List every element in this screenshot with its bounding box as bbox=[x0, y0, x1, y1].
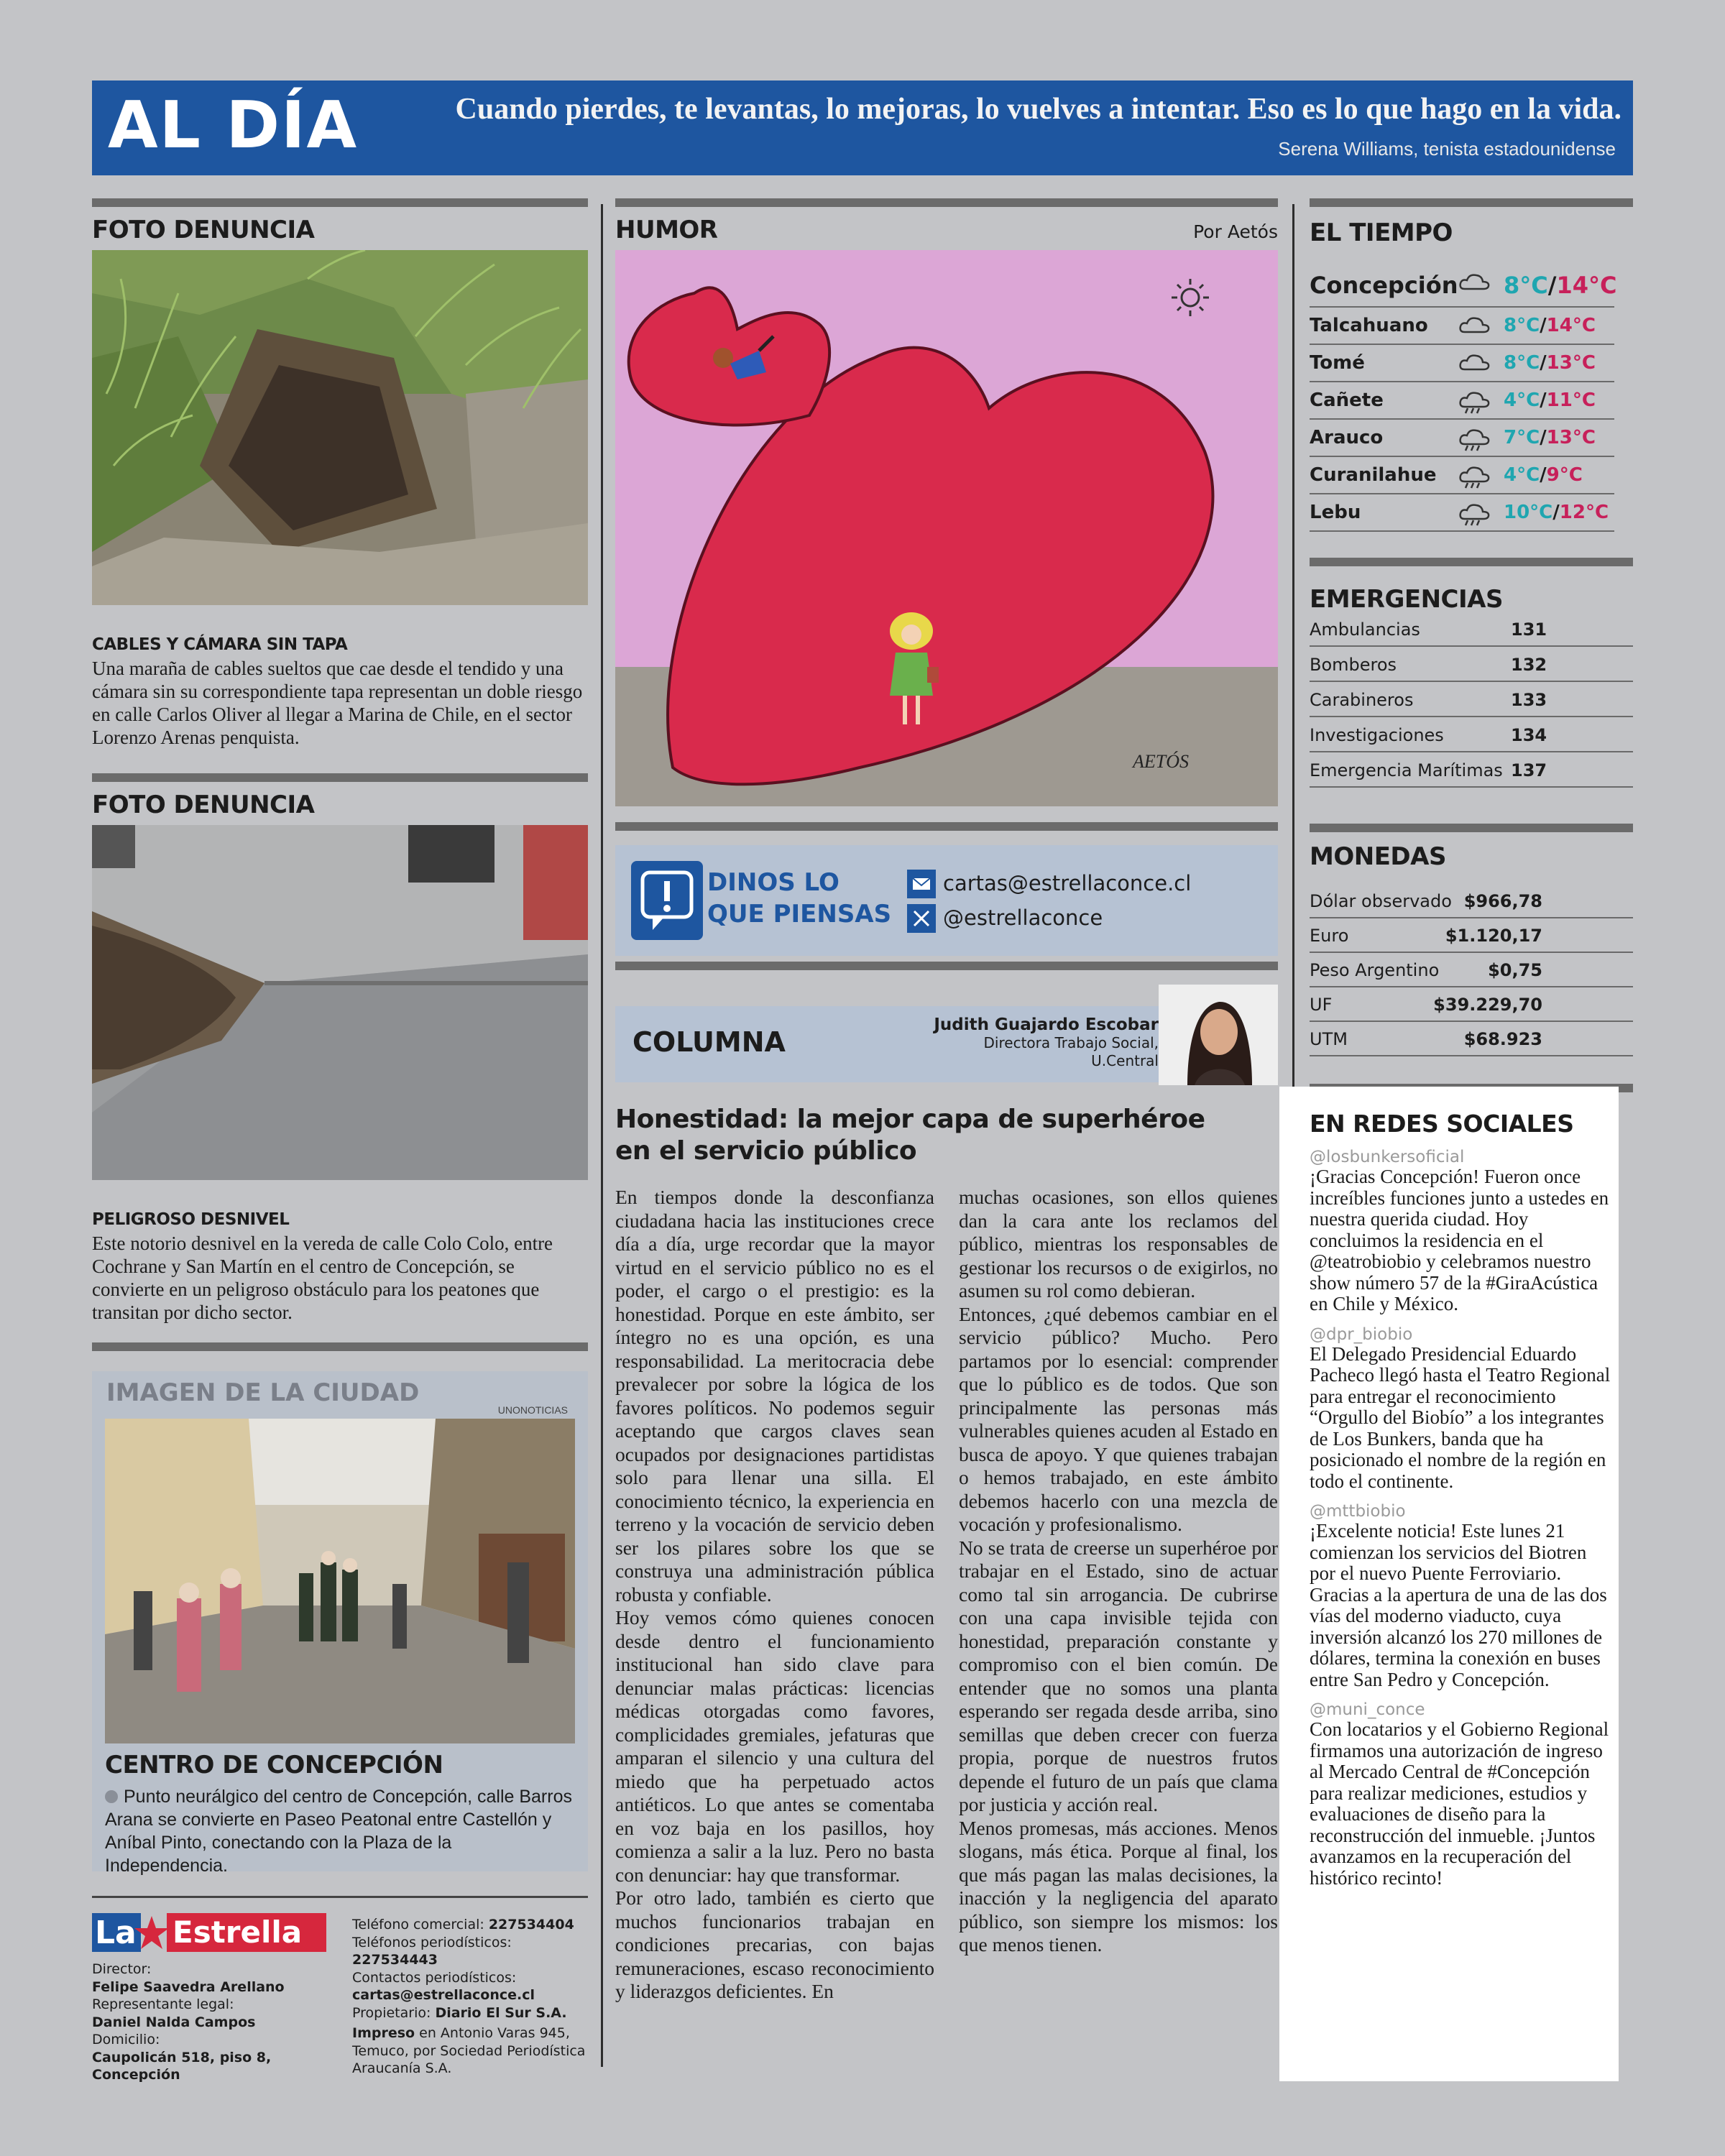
domicilio-value: Caupolicán 518, piso 8, Concepción bbox=[92, 2049, 272, 2083]
columna-body-col2 bbox=[959, 1186, 1278, 1957]
section-rule bbox=[1310, 824, 1633, 832]
weather-max: 9°C bbox=[1546, 464, 1583, 486]
section-rule bbox=[615, 962, 1278, 970]
weather-slash: / bbox=[1540, 390, 1547, 411]
moneda-row bbox=[1310, 987, 1633, 1022]
foto1-caption: Una maraña de cables sueltos que cae desde el tendido y una cámara sin su correspondiente tapa representan un doble riesgo en calle Carlos Oliver al llegar a Marina de Chile, en el sector Lorenzo Arenas penquista. bbox=[92, 658, 583, 748]
director-label: Director: bbox=[92, 1961, 152, 1977]
emergencia-number[interactable]: 134 bbox=[1511, 725, 1547, 745]
social-handle[interactable]: @dpr_biobio bbox=[1310, 1325, 1413, 1344]
contact-title-line2: QUE PIENSAS bbox=[707, 900, 892, 929]
emergencia-row bbox=[1310, 683, 1633, 717]
moneda-value: $39.229,70 bbox=[1433, 995, 1542, 1015]
moneda-value: $1.120,17 bbox=[1445, 926, 1542, 946]
section-rule bbox=[1310, 198, 1633, 207]
tiempo-section-title: EL TIEMPO bbox=[1310, 218, 1453, 247]
monedas-section-title: MONEDAS bbox=[1310, 842, 1446, 871]
columna-headline bbox=[615, 1104, 1278, 1167]
cartoon-signature: AETÓS bbox=[1133, 751, 1189, 772]
redes-box bbox=[1279, 1087, 1619, 2081]
foto1-photo[interactable] bbox=[92, 250, 588, 605]
contact-box bbox=[615, 845, 1278, 956]
propietario-label: Propietario: bbox=[352, 2004, 431, 2021]
emergencias-section-title: EMERGENCIAS bbox=[1310, 585, 1503, 614]
manhole-photo-image bbox=[92, 250, 588, 605]
emergencia-row bbox=[1310, 612, 1633, 647]
star-icon bbox=[134, 1915, 170, 1950]
contact-title bbox=[707, 867, 891, 930]
foto2-caption: Este notorio desnivel en la vereda de calle Colo Colo, entre Cochrane y San Martín en el centro de Concepción, se convierte en un peligroso obstáculo para los peatones que transitan por dicho sector. bbox=[92, 1233, 553, 1323]
columna-paragraph: En tiempos donde la desconfianza ciudadana hacia las instituciones crece día a día, urge recordar que la mayor virtud en el servicio público no es el poder, el cargo o el prestigio: es la honestidad. Porque en este ámbito, ser íntegro no es una opción, es una responsabilidad. La meritocracia debe prevalecer por sobre la lógica de los favores políticos. No podemos seguir aceptando que cargos claves sean ocupados por designaciones partidistas solo para llenar una silla. El conocimiento técnico, la experiencia en terreno y la vocación de servicio deben ser los pilares sobre los que se construya una administración pública robusta y confiable. bbox=[615, 1186, 934, 1606]
columna-paragraph: Por otro lado, también es cierto que muchos funcionarios trabajan en condiciones precarias, con bajas remuneraciones, escaso reconocimiento y liderazgos deficientes. En bbox=[615, 1886, 934, 2002]
moneda-label: UF bbox=[1310, 995, 1333, 1015]
street-photo-image bbox=[105, 1419, 575, 1743]
weather-min: 8°C bbox=[1504, 272, 1548, 299]
banner-title: AL DÍA bbox=[108, 88, 359, 163]
propietario: Diario El Sur S.A. bbox=[435, 2004, 567, 2021]
section-rule bbox=[92, 773, 588, 782]
estrella-logo[interactable] bbox=[92, 1913, 326, 1952]
section-rule bbox=[1310, 558, 1633, 566]
x-logo-icon bbox=[907, 904, 936, 933]
foto1-headline: CABLES Y CÁMARA SIN TAPA bbox=[92, 635, 348, 654]
moneda-row bbox=[1310, 953, 1633, 987]
contact-email[interactable]: cartas@estrellaconce.cl bbox=[943, 871, 1192, 895]
weather-city: Curanilahue bbox=[1310, 464, 1437, 486]
weather-row bbox=[1310, 384, 1614, 420]
weather-row bbox=[1310, 496, 1614, 532]
weather-max: 14°C bbox=[1546, 315, 1596, 336]
weather-city: Talcahuano bbox=[1310, 315, 1428, 336]
columna-paragraph: Entonces, ¿qué debemos cambiar en el servicio público? Mucho. Pero partamos por lo esencial: comprender que lo público es de todos. Que son principalmente las personas más vulnerables quienes acuden al Estado en busca de apoyo. Y que quienes trabajan o hemos trabajado, en este ámbito debemos hacerlo con una mezcla de vocación y profesionalismo. bbox=[959, 1302, 1278, 1535]
moneda-row bbox=[1310, 918, 1633, 953]
imagen-caption-wrap bbox=[105, 1785, 575, 1877]
bullet-icon bbox=[105, 1790, 118, 1803]
moneda-label: Peso Argentino bbox=[1310, 960, 1440, 980]
weather-slash: / bbox=[1552, 502, 1560, 523]
author-photo[interactable] bbox=[1159, 985, 1278, 1085]
weather-temps bbox=[1504, 427, 1596, 448]
legal-name: Daniel Nalda Campos bbox=[92, 2014, 256, 2030]
columna-section-title: COLUMNA bbox=[632, 1026, 786, 1058]
weather-temps bbox=[1504, 352, 1596, 374]
weather-max: 13°C bbox=[1546, 352, 1596, 374]
contactos-label: Contactos periodísticos: bbox=[352, 1969, 517, 1986]
weather-row bbox=[1310, 309, 1614, 345]
imagen-caption: Punto neurálgico del centro de Concepción, calle Barros Arana se convierte en Paseo Peatonal entre Castellón y Aníbal Pinto, conectando con la Plaza de la Independencia. bbox=[105, 1787, 572, 1876]
rain-cloud-icon bbox=[1458, 390, 1492, 414]
logo-la: La bbox=[95, 1915, 137, 1951]
moneda-value: $966,78 bbox=[1463, 891, 1542, 911]
columna-header bbox=[615, 1006, 1159, 1082]
speech-bubble-icon bbox=[631, 861, 703, 940]
redes-posts bbox=[1310, 1148, 1611, 1889]
domicilio-label: Domicilio: bbox=[92, 2032, 160, 2047]
social-handle[interactable]: @mttbiobio bbox=[1310, 1502, 1406, 1521]
weather-temps bbox=[1504, 502, 1609, 523]
weather-min: 8°C bbox=[1504, 352, 1540, 374]
foto1-section-title: FOTO DENUNCIA bbox=[92, 216, 315, 244]
moneda-row bbox=[1310, 884, 1633, 918]
emergencia-number[interactable]: 133 bbox=[1511, 690, 1547, 710]
section-rule bbox=[615, 198, 1278, 207]
emergencia-number[interactable]: 131 bbox=[1511, 619, 1547, 640]
director-name: Felipe Saavedra Arellano bbox=[92, 1978, 285, 1995]
weather-max: 11°C bbox=[1546, 390, 1596, 411]
imagen-credit: UNONOTICIAS bbox=[497, 1404, 568, 1416]
section-rule bbox=[92, 198, 588, 207]
imagen-ciudad-box bbox=[92, 1371, 588, 1876]
masthead-rule bbox=[92, 1896, 588, 1898]
moneda-label: UTM bbox=[1310, 1029, 1348, 1049]
cloud-icon bbox=[1458, 352, 1492, 377]
impreso-text: en Antonio Varas 945, Temuco, por Sociedad Periodística Araucanía S.A. bbox=[352, 2025, 586, 2076]
section-rule bbox=[92, 1342, 588, 1351]
masthead-contacts bbox=[352, 1916, 589, 2078]
column-divider bbox=[1292, 204, 1294, 1087]
columna-headline-line1: Honestidad: la mejor capa de superhéroe bbox=[615, 1105, 1205, 1134]
columna-role1: Directora Trabajo Social, bbox=[983, 1034, 1159, 1051]
weather-row bbox=[1310, 266, 1617, 308]
rain-cloud-icon bbox=[1458, 502, 1492, 526]
weather-city: Cañete bbox=[1310, 390, 1384, 411]
contact-title-line1: DINOS LO bbox=[707, 868, 840, 897]
imagen-photo[interactable] bbox=[105, 1419, 575, 1743]
weather-max: 13°C bbox=[1546, 427, 1596, 448]
banner-quote-author: Serena Williams, tenista estadounidense bbox=[1278, 138, 1616, 160]
cloud-icon bbox=[1458, 315, 1492, 339]
humor-section-title: HUMOR bbox=[615, 216, 718, 244]
social-post-text: ¡Gracias Concepción! Fueron once increíbles funciones junto a ustedes en nuestra querida ciudad. Hoy concluimos la residencia en el @teatrobiobio y celebramos nuestro show número 57 de la #GiraAcústica en Chile y México. bbox=[1310, 1166, 1609, 1314]
imagen-section-title: IMAGEN DE LA CIUDAD bbox=[106, 1378, 420, 1407]
moneda-value: $0,75 bbox=[1488, 960, 1542, 980]
sidewalk-photo-image bbox=[92, 825, 588, 1180]
columna-paragraph: No se trata de creerse un superhéroe por trabajar en el Estado, sino de actuar como tal sin arrogancia. De cubrirse con una capa invisible tejida con honestidad, preparación constante y compromiso con el bien común. De entender que no somos una planta esperando ser regada desde arriba, sino semillas que deben crecer con fuerza propia, porque de nuestros frutos depende el futuro de un país que clama por justicia y acción real. bbox=[959, 1536, 1278, 1815]
rain-cloud-icon bbox=[1458, 427, 1492, 451]
masthead-credits bbox=[92, 1961, 336, 2084]
tel-comercial: 227534404 bbox=[488, 1917, 574, 1932]
columna-author: Judith Guajardo Escobar bbox=[934, 1015, 1159, 1034]
columna-paragraph: Hoy vemos cómo quienes conocen desde dentro el funcionamiento institucional han sido clave para denunciar malas prácticas: licencias médicas otorgadas como favores, complicidades gremiales, jefaturas que amparan el silencio y una cultura del miedo que ha perpetuado actos antiéticos. Lo que antes se comentaba en voz baja en los pasillos, hoy comienza a salir a la luz. Pero no basta con denunciar: hay que transformar. bbox=[615, 1606, 934, 1886]
weather-max: 12°C bbox=[1559, 502, 1609, 523]
weather-city: Tomé bbox=[1310, 352, 1365, 374]
tel-period-label: Teléfonos periodísticos: bbox=[352, 1934, 512, 1950]
emergencia-number[interactable]: 132 bbox=[1511, 655, 1547, 675]
moneda-label: Euro bbox=[1310, 926, 1349, 946]
emergencia-label: Investigaciones bbox=[1310, 725, 1444, 745]
weather-min: 8°C bbox=[1504, 315, 1540, 336]
foto2-headline: PELIGROSO DESNIVEL bbox=[92, 1210, 290, 1229]
emergencia-number[interactable]: 137 bbox=[1511, 760, 1547, 780]
weather-slash: / bbox=[1540, 427, 1547, 448]
redes-content bbox=[1310, 1110, 1611, 1889]
weather-row bbox=[1310, 346, 1614, 382]
humor-cartoon[interactable] bbox=[615, 250, 1278, 806]
weather-temps bbox=[1504, 390, 1596, 411]
columna-byline bbox=[934, 1016, 1159, 1070]
contactos-email[interactable]: cartas@estrellaconce.cl bbox=[352, 1987, 535, 2003]
author-portrait-image bbox=[1159, 985, 1278, 1085]
cloud-icon bbox=[1458, 272, 1492, 296]
tel-period: 227534443 bbox=[352, 1952, 438, 1968]
weather-slash: / bbox=[1540, 315, 1547, 336]
social-handle[interactable]: @muni_conce bbox=[1310, 1700, 1425, 1719]
heart-cartoon-image bbox=[615, 250, 1278, 806]
social-post-text: ¡Excelente noticia! Este lunes 21 comienzan los servicios del Biotren por el nuevo Puente Ferroviario. Gracias a la apertura de una de las dos vías del moderno viaducto, cuya inversión alcanzó los 270 millones de dólares, termina la conexión en buses entre San Pedro y Concepción. bbox=[1310, 1520, 1607, 1690]
column-divider bbox=[601, 204, 603, 2067]
social-post-text: El Delegado Presidencial Eduardo Pacheco llegó hasta el Teatro Regional para entregar el reconocimiento “Orgullo del Biobío” a los integrantes de Los Bunkers, banda que ha posicionado el nombre de la región en todo el continente. bbox=[1310, 1342, 1611, 1492]
weather-min: 4°C bbox=[1504, 390, 1540, 411]
weather-slash: / bbox=[1540, 464, 1547, 486]
emergencia-row bbox=[1310, 648, 1633, 682]
weather-max: 14°C bbox=[1556, 272, 1617, 299]
social-handle[interactable]: @losbunkersoficial bbox=[1310, 1148, 1465, 1166]
humor-byline: Por Aetós bbox=[1193, 221, 1278, 242]
weather-slash: / bbox=[1540, 352, 1547, 374]
logo-estrella-box bbox=[167, 1913, 326, 1952]
weather-min: 4°C bbox=[1504, 464, 1540, 486]
weather-city: Concepción bbox=[1310, 272, 1458, 299]
columna-paragraph: muchas ocasiones, son ellos quienes dan la cara ante los reclamos del público, mientras los responsables de gestionar los recursos o de exigirlos, no asumen su rol como debieran. bbox=[959, 1186, 1278, 1302]
contact-social[interactable]: @estrellaconce bbox=[943, 906, 1103, 930]
moneda-value: $68.923 bbox=[1463, 1029, 1542, 1049]
banner-quote: Cuando pierdes, te levantas, lo mejoras, lo vuelves a intentar. Eso es lo que hago en la vida. bbox=[455, 93, 1622, 126]
emergencia-label: Bomberos bbox=[1310, 655, 1397, 675]
weather-temps bbox=[1504, 315, 1596, 336]
weather-min: 10°C bbox=[1504, 502, 1553, 523]
weather-city: Lebu bbox=[1310, 502, 1361, 523]
imagen-headline: CENTRO DE CONCEPCIÓN bbox=[105, 1751, 443, 1779]
weather-slash: / bbox=[1547, 272, 1557, 299]
moneda-label: Dólar observado bbox=[1310, 891, 1452, 911]
foto2-section-title: FOTO DENUNCIA bbox=[92, 791, 315, 819]
logo-estrella: Estrella bbox=[172, 1915, 303, 1950]
redes-section-title: EN REDES SOCIALES bbox=[1310, 1110, 1574, 1138]
emergencia-label: Emergencia Marítimas bbox=[1310, 760, 1503, 780]
weather-row bbox=[1310, 421, 1614, 457]
mail-icon bbox=[907, 870, 936, 898]
emergencia-label: Carabineros bbox=[1310, 690, 1414, 710]
rain-cloud-icon bbox=[1458, 464, 1492, 489]
emergencia-label: Ambulancias bbox=[1310, 619, 1420, 640]
weather-temps bbox=[1504, 272, 1616, 299]
tel-comercial-label: Teléfono comercial: bbox=[352, 1917, 484, 1932]
emergencia-row bbox=[1310, 753, 1633, 788]
columna-body-col1 bbox=[615, 1186, 934, 2004]
columna-paragraph: Menos promesas, más acciones. Menos slogans, más ética. Porque al final, los que más pagan las malas decisiones, la inacción y la negligencia del aparato público, son siempre los mismos: los que menos tienen. bbox=[959, 1816, 1278, 1955]
weather-temps bbox=[1504, 464, 1583, 486]
moneda-row bbox=[1310, 1022, 1633, 1056]
section-rule bbox=[615, 822, 1278, 831]
section-banner bbox=[92, 80, 1633, 175]
columna-headline-line2: en el servicio público bbox=[615, 1136, 917, 1166]
weather-city: Arauco bbox=[1310, 427, 1384, 448]
columna-role2: U.Central bbox=[1091, 1052, 1159, 1069]
foto2-photo[interactable] bbox=[92, 825, 588, 1180]
impreso-label: Impreso bbox=[352, 2025, 415, 2041]
social-post-text: Con locatarios y el Gobierno Regional firmamos una autorización de ingreso al Mercado Central de #Concepción para realizar mediciones, estudios y evaluaciones de diseño para la reconstrucción del inmueble. ¡Juntos avanzamos en la recuperación del histórico recinto! bbox=[1310, 1718, 1609, 1889]
weather-min: 7°C bbox=[1504, 427, 1540, 448]
legal-label: Representante legal: bbox=[92, 1996, 234, 2012]
weather-row bbox=[1310, 459, 1614, 494]
emergencia-row bbox=[1310, 718, 1633, 752]
